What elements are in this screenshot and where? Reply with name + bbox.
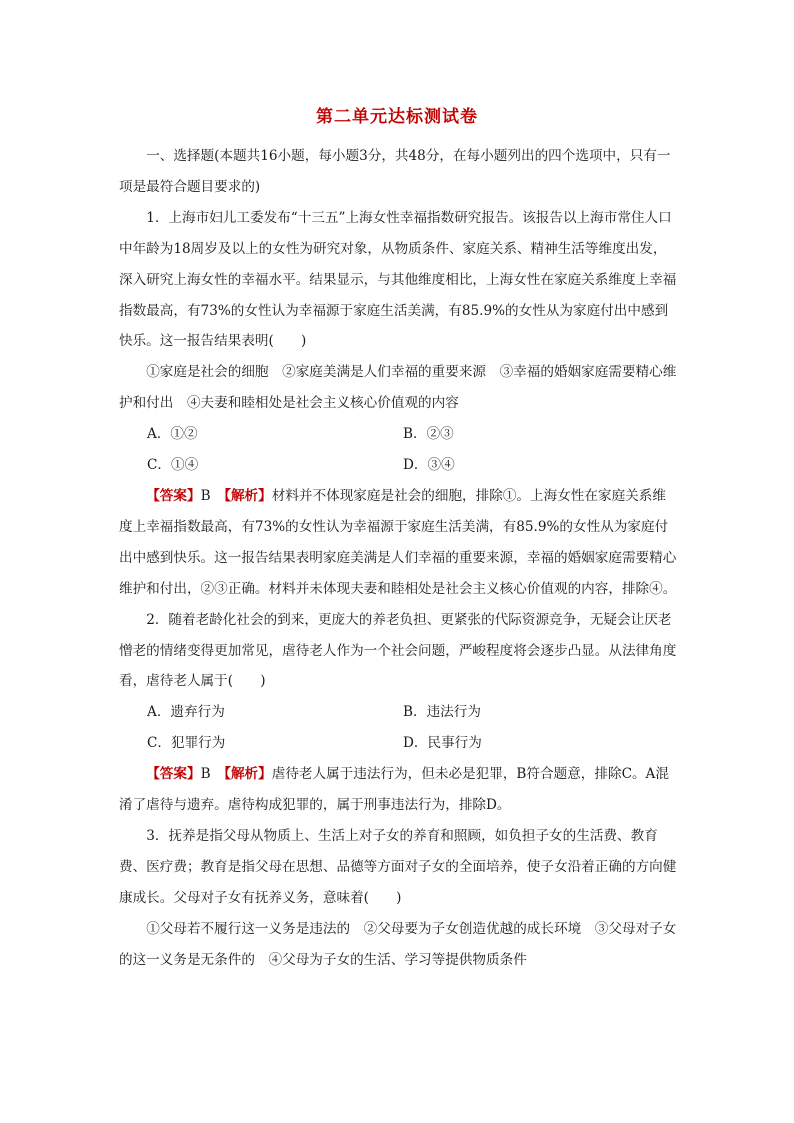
option-c: C．①④ [147,457,199,474]
question-1-statements: ①家庭是社会的细胞 ②家庭美满是人们幸福的重要来源 ③幸福的婚姻家庭需要精心维护和付出 ④夫妻和睦相处是社会主义核心价值观的内容 [119,364,677,412]
question-2-answer [119,759,677,821]
question-1-stem: 1．上海市妇儿工委发布“十三五”上海女性幸福指数研究报告。该报告以上海市常住人口中年龄为18周岁及以上的女性为研究对象，从物质条件、家庭关系、精神生活等维度出发，深入研究上海女性的幸福水平。结果显示，与其他维度相比，上海女性在家庭关系维度上幸福指数最高，有73%的女性认为幸福源于家庭生活美满，有85.9%的女性从为家庭付出中感到快乐。这一报告结果表明( ) [119,209,677,350]
question-3-statements: ①父母若不履行这一义务是违法的 ②父母要为子女创造优越的成长环境 ③父母对子女的这一义务是无条件的 ④父母为子女的生活、学习等提供物质条件 [119,920,677,968]
question-3-stem: 3．抚养是指父母从物质上、生活上对子女的养育和照顾，如负担子女的生活费、教育费、医疗费；教育是指父母在思想、品德等方面对子女的全面培养，使子女沿着正确的方向健康成长。父母对子女有抚养义务，意味着( ) [119,827,677,906]
analysis-label: 【解析】 [224,766,272,783]
page-title: 第二单元达标测试卷 [316,107,478,127]
question-1-options-row-2 [119,450,677,481]
answer-label: 【答案】 [146,766,201,783]
answer-value: B [200,487,225,504]
option-b: B．②③ [403,426,454,443]
answer-label: 【答案】 [146,487,201,504]
question-1-options-row-1 [119,419,677,450]
analysis-label: 【解析】 [224,487,272,504]
option-a: A．①② [147,426,198,443]
option-b: B．违法行为 [403,704,481,721]
question-2-options-row-1 [119,697,677,728]
answer-value: B [200,766,225,783]
question-2-stem: 2．随着老龄化社会的到来，更庞大的养老负担、更紧张的代际资源竞争，无疑会让厌老憎老的情绪变得更加常见，虐待老人作为一个社会问题，严峻程度将会逐步凸显。从法律角度看，虐待老人属于( ) [119,611,677,690]
question-body [119,141,677,975]
option-d: D．民事行为 [403,735,482,752]
option-d: D．③④ [403,457,455,474]
option-c: C．犯罪行为 [147,735,226,752]
question-2-options-row-2 [119,728,677,759]
option-a: A．遗弃行为 [147,704,225,721]
analysis-text: 材料并不体现家庭是社会的细胞，排除①。上海女性在家庭关系维度上幸福指数最高，有73%的女性认为幸福源于家庭生活美满，有85.9%的女性从为家庭付出中感到快乐。这一报告结果表明家庭美满是人们幸福的重要来源，幸福的婚姻家庭需要精心维护和付出，②③正确。材料并未体现夫妻和睦相处是社会主义核心价值观的内容，排除④。 [119,487,677,597]
analysis-text: 虐待老人属于违法行为，但未必是犯罪，B符合题意，排除C。A混淆了虐待与遗弃。虐待构成犯罪的，属于刑事违法行为，排除D。 [119,766,669,814]
question-1-answer [119,481,677,605]
section-heading: 一、选择题(本题共16小题，每小题3分，共48分，在每小题列出的四个选项中，只有一项是最符合题目要求的) [119,148,671,195]
